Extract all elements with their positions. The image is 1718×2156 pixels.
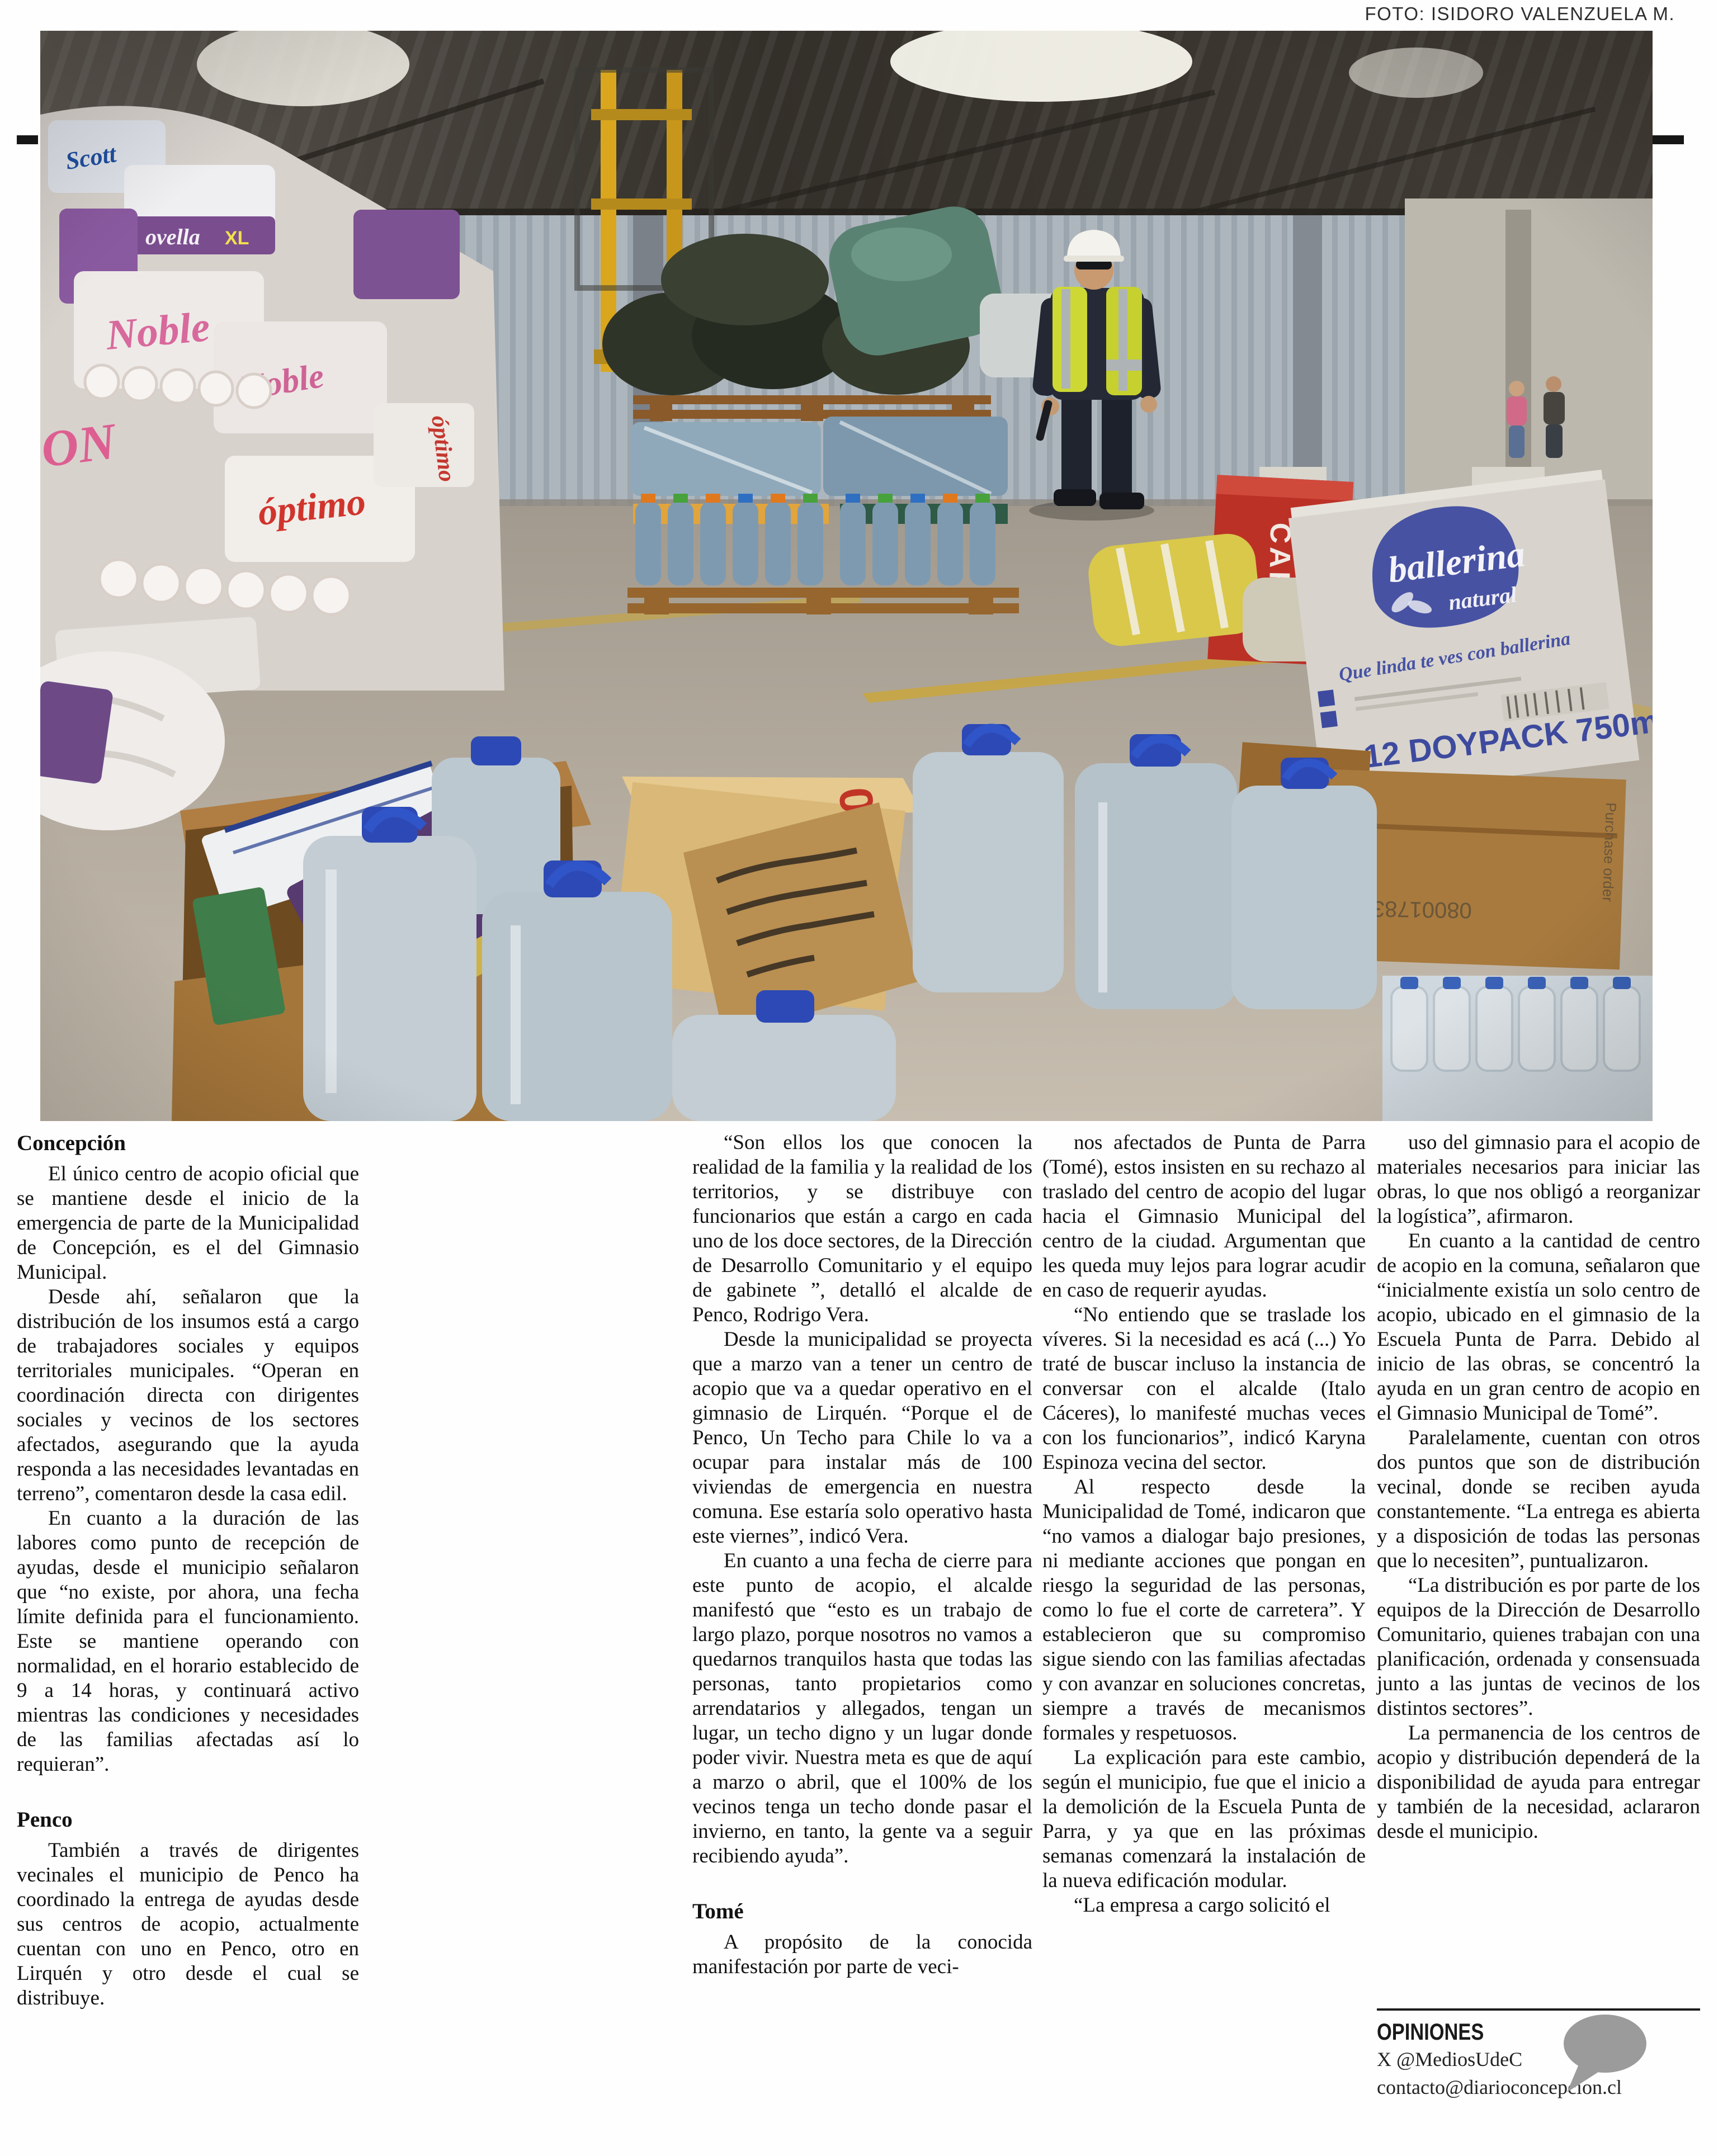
opinions-social-handle: X @MediosUdeC: [1377, 2048, 1523, 2070]
opinions-block: [1377, 2008, 1700, 2101]
paragraph: Desde ahí, señalaron que la distribución de los insumos está a cargo de trabajadores sociales y equipos territoriales municipales. “Operan en coordinación directa con dirigentes sociales y vecinos de los sectores afectados, asegurando que la ayuda responda a las necesidades levantadas en terreno”, comentaron desde la casa edil.: [17, 1285, 359, 1505]
paragraph: nos afectados de Punta de Parra (Tomé), estos insisten en su rechazo al traslado del centro de acopio del lugar hacia el Gimnasio Municipal del centro de la ciudad. Argumentan que les queda muy lejos para lograr acudir en caso de requerir ayudas.: [1042, 1131, 1366, 1302]
section-heading-concepcion: Concepción: [17, 1131, 126, 1155]
vignette: [40, 31, 1653, 1121]
column-final: [1377, 1131, 1700, 1844]
column-penco-tome: [692, 1131, 1032, 1979]
paragraph: Al respecto desde la Municipalidad de Tomé, indicaron que “no vamos a dialogar bajo presiones, ni mediante acciones que pongan en riesgo la seguridad de las personas, como lo fue el corte de carretera”. Y establecieron que su compromiso sigue siendo con las familias afectadas y con avanzar en soluciones concretas, siempre a través de mecanismos formales y respetuosos.: [1042, 1476, 1366, 1744]
section-heading-penco: Penco: [17, 1808, 73, 1832]
right-margin-rule: [1653, 135, 1684, 144]
section-heading-tome: Tomé: [692, 1899, 744, 1923]
warehouse-photo: [40, 31, 1653, 1121]
column-concepcion: [17, 1131, 359, 2011]
paragraph: “No entiendo que se traslade los víveres. Si la necesidad es acá (...) Yo traté de buscar incluso la instancia de conversar con el alcalde (Italo Cáceres), lo manifesté muchas veces con los funcionarios”, indicó Karyna Espinoza vecina del sector.: [1042, 1303, 1366, 1474]
column-tome-continued: [1042, 1131, 1366, 1918]
paragraph: “La distribución es por parte de los equipos de la Dirección de Desarrollo Comunitario, quienes trabajan con una planificación, ordenada y consensuada junto a las juntas de vecinos de los distintos sectores”.: [1377, 1574, 1700, 1720]
paragraph: Paralelamente, cuentan con otros dos puntos que son de distribución vecinal, donde se reciben ayuda constantemente. “La entrega es abierta y a disposición de todas las personas que lo necesiten”, puntualizaron.: [1377, 1426, 1700, 1572]
paragraph: “Son ellos los que conocen la realidad de la familia y la realidad de los territorios, y se distribuye con funcionarios que están a cargo en cada uno de los doce sectores, de la Dirección de Desarrollo Comunitario y el equipo de gabinete ”, detalló el alcalde de Penco, Rodrigo Vera.: [692, 1131, 1032, 1326]
opinions-title: OPINIONES: [1377, 2018, 1484, 2045]
speech-bubble-icon: [1559, 2013, 1649, 2102]
paragraph: La explicación para este cambio, según el municipio, fue que el inicio a la demolición de la Escuela Punta de Parra, y ya que en las próximas semanas comenzará la instalación de la nueva edificación modular.: [1042, 1746, 1366, 1892]
paragraph: En cuanto a la duración de las labores como punto de recepción de ayudas, desde el municipio señalaron que “no existe, por ahora, una fecha límite definida para el funcionamiento. Este se mantiene operando con normalidad, en el horario establecido de 9 a 14 horas, y continuará activo mientras las condiciones y necesidades de las familias afectadas así lo requieran”.: [17, 1507, 359, 1776]
warehouse-photo-illustration: [40, 31, 1653, 1121]
paragraph: También a través de dirigentes vecinales el municipio de Penco ha coordinado la entrega de ayudas desde sus centros de acopio, actualmente cuentan con uno en Penco, otro en Lirquén y otro desde el cual se distribuye.: [17, 1839, 359, 2010]
left-margin-rule: [17, 135, 38, 144]
opinions-contact-email: contacto@diarioconcepcion.cl: [1377, 2076, 1622, 2098]
paragraph: En cuanto a una fecha de cierre para este punto de acopio, el alcalde manifestó que “esto es un trabajo de largo plazo, porque nosotros no vamos a quedarnos tranquilos hasta que todas las personas, tanto propietarios como arrendatarios y allegados, tengan un lugar, un techo digno y un lugar donde poder vivir. Nuestra meta es que de aquí a marzo o abril, que el 100% de los vecinos tenga un techo donde pasar el invierno, en tanto, la gente va a seguir recibiendo ayuda”.: [692, 1549, 1032, 1867]
paragraph: En cuanto a la cantidad de centro de acopio en la comuna, señalaron que “inicialmente existía un solo centro de acopio, ubicado en el gimnasio de la Escuela Punta de Parra. Debido al inicio de las obras, se concentró la ayuda en un gran centro de acopio en el Gimnasio Municipal de Tomé”.: [1377, 1230, 1700, 1425]
paragraph: La permanencia de los centros de acopio y distribución dependerá de la disponibilidad de ayuda para entregar y también de la necesidad, aclararon desde el municipio.: [1377, 1722, 1700, 1843]
paragraph: uso del gimnasio para el acopio de materiales necesarios para iniciar las obras, lo que nos obligó a reorganizar la logística”, afirmaron.: [1377, 1131, 1700, 1228]
paragraph: A propósito de la conocida manifestación por parte de veci-: [692, 1931, 1032, 1978]
paragraph: Desde la municipalidad se proyecta que a marzo van a tener un centro de acopio que va a quedar operativo en el gimnasio de Lirquén. “Porque el de Penco, Un Techo para Chile lo va a ocupar para instalar más de 100 viviendas de emergencia en nuestra comuna. Ese estaría solo operativo hasta este viernes”, indicó Vera.: [692, 1328, 1032, 1548]
photo-credit: FOTO: ISIDORO VALENZUELA M.: [1365, 3, 1675, 24]
paragraph: “La empresa a cargo solicitó el: [1074, 1894, 1330, 1917]
paragraph: El único centro de acopio oficial que se mantiene desde el inicio de la emergencia de parte de la Municipalidad de Concepción, es el del Gimnasio Municipal.: [17, 1162, 359, 1284]
